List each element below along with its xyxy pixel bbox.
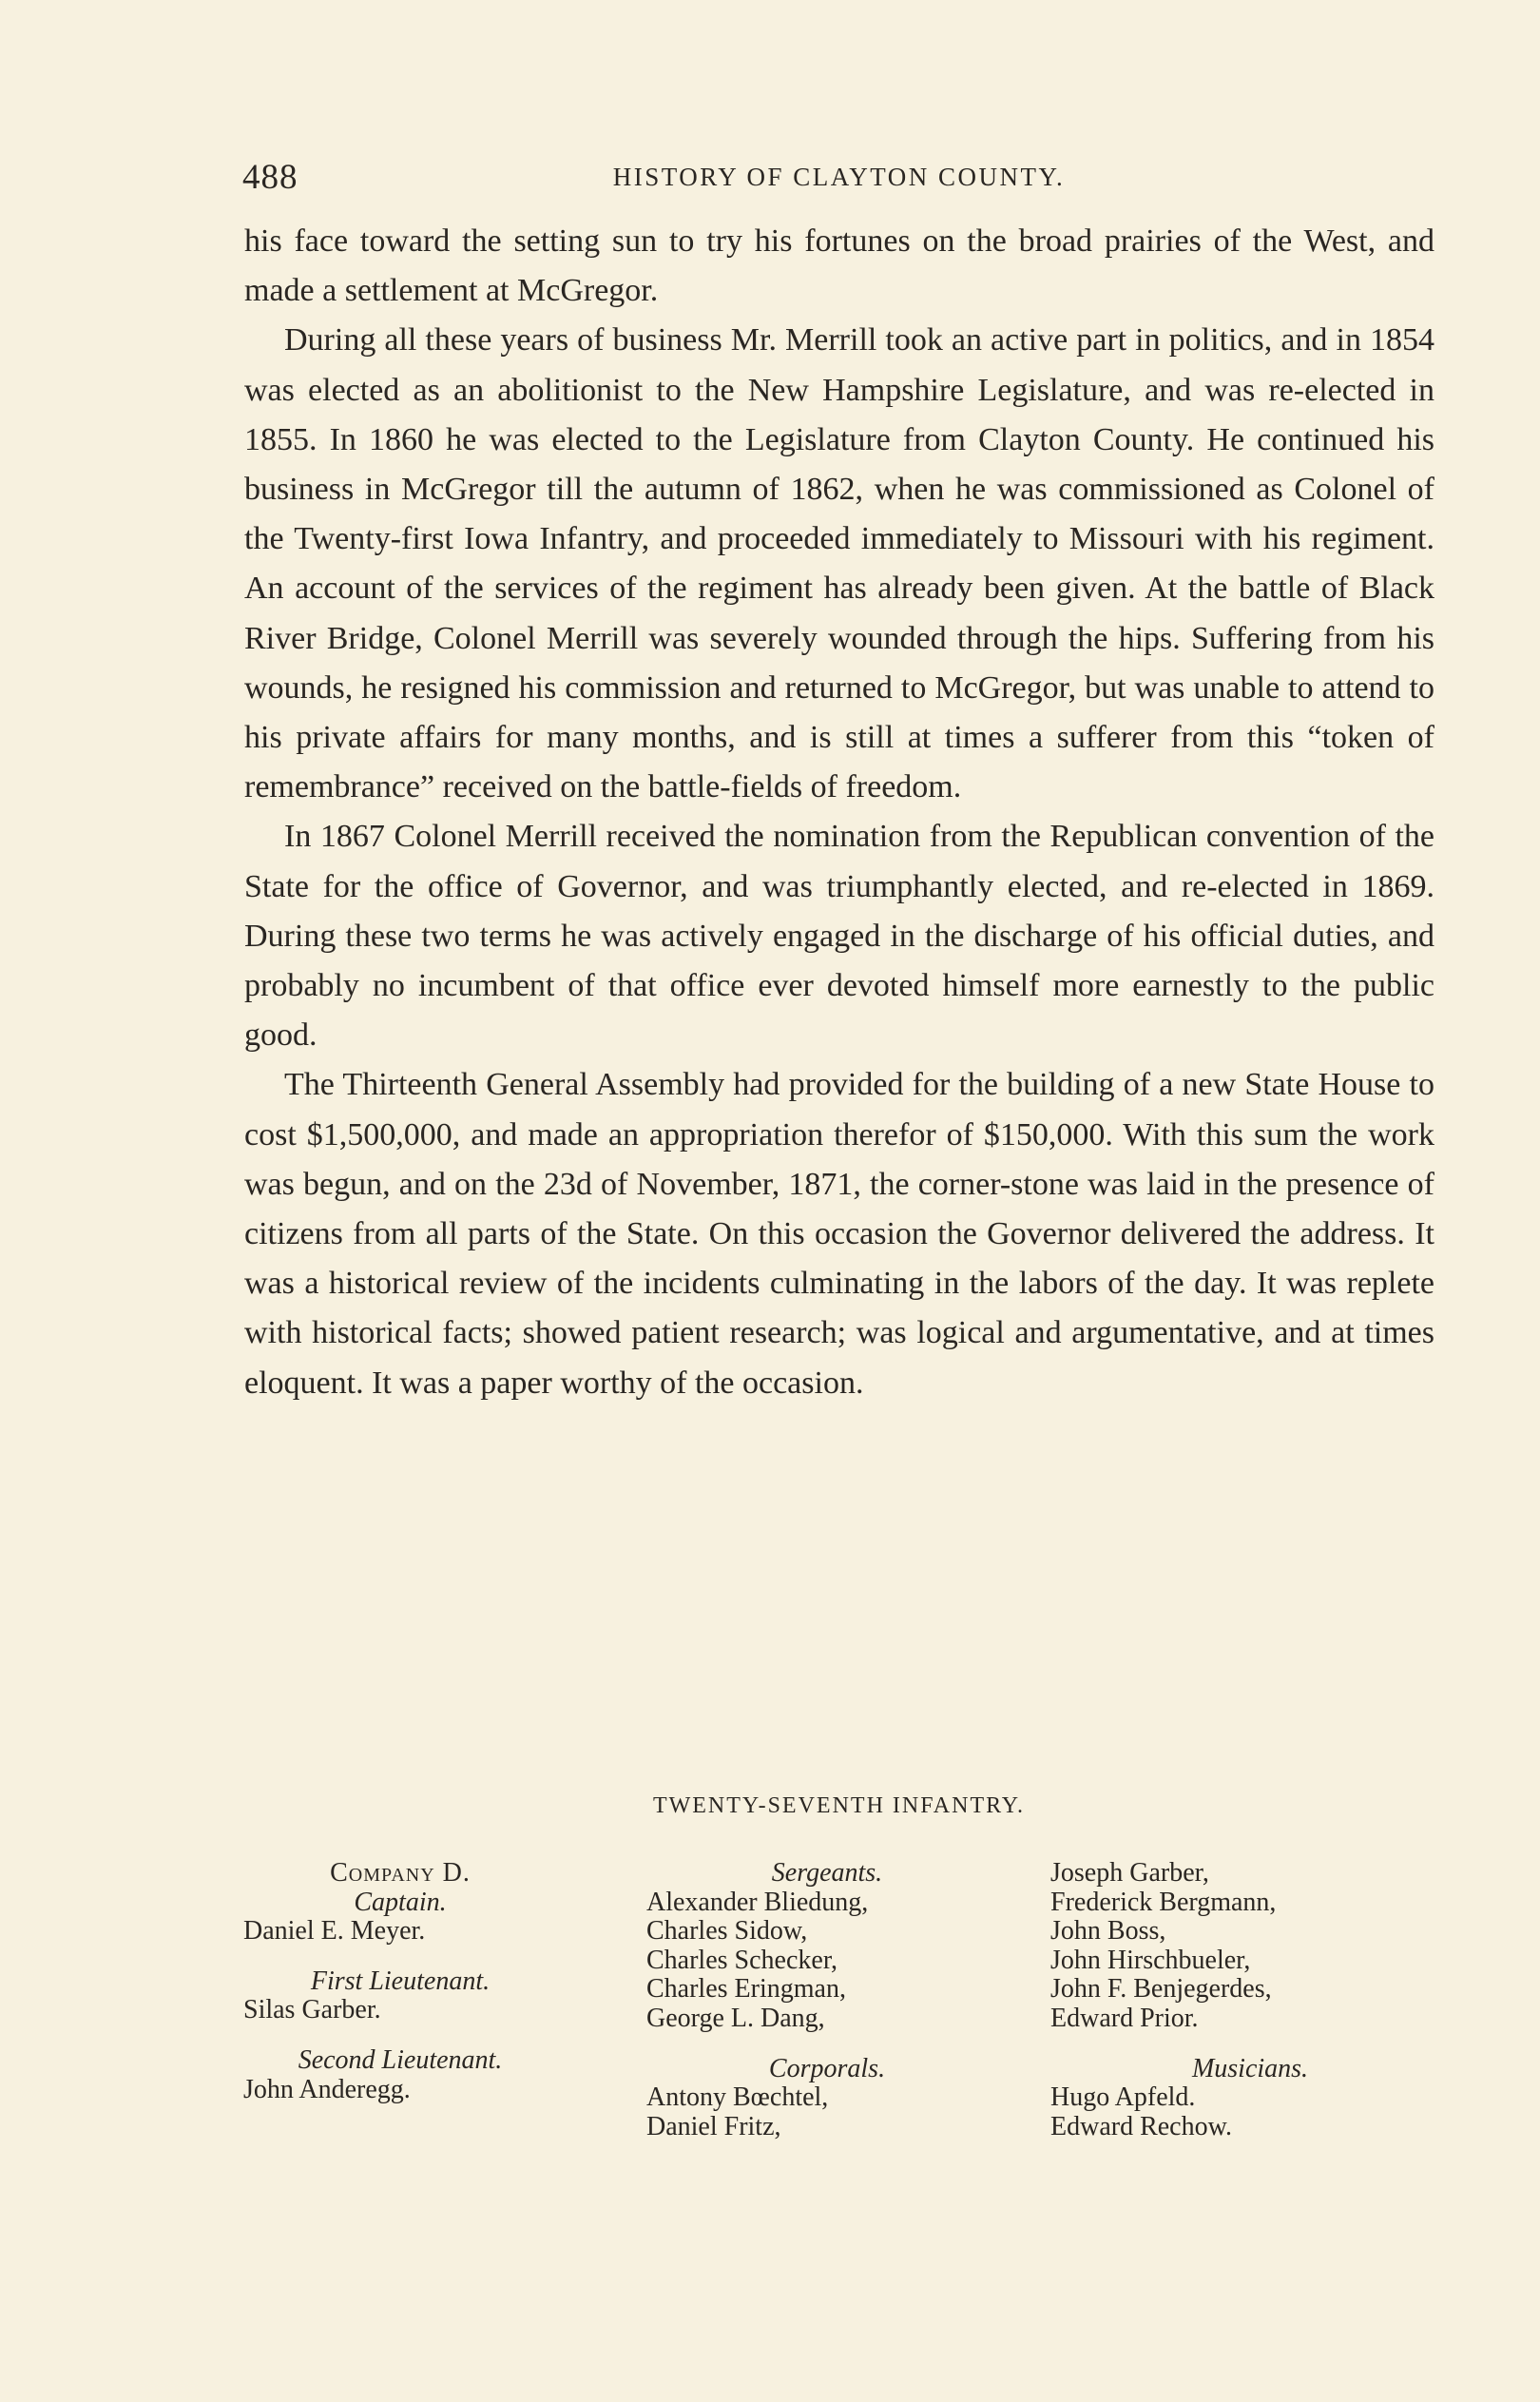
page-header	[242, 157, 1435, 204]
roster-privates-column	[1050, 1859, 1450, 2141]
private-name: John Hirschbueler,	[1050, 1945, 1251, 1975]
roster-nco-column	[646, 1859, 1008, 2141]
roster-officers-column	[243, 1859, 557, 2104]
officer-name: John Anderegg.	[243, 2074, 411, 2104]
paragraph: During all these years of business Mr. Merrill took an active part in politics, and in 1854 was elected as an abolitionist to the New Hampshire Legislature, and was re-elected in 1855. In 1860 he was elected to the Legislature from Clayton County. He continued his business in McGregor till the autumn of 1862, when he was commissioned as Colonel of the Twenty-first Iowa Infantry, and proceeded immediately to Missouri with his regiment. An account of the services of the regiment has already been given. At the battle of Black River Bridge, Colonel Merrill was severely wounded through the hips. Suffering from his wounds, he resigned his commission and returned to McGregor, but was unable to attend to his private affairs for many months, and is still at times a sufferer from this “token of remembrance” received on the battle-fields of freedom.	[244, 322, 1434, 805]
paragraph: The Thirteenth General Assembly had provided for the building of a new State House to cost $1,500,000, and made an appropriation therefor of $150,000. With this sum the work was begun, and on the 23d of November, 1871, the corner-stone was laid in the presence of citizens from all parts of the State. On this occasion the Governor delivered the address. It was a historical review of the incidents culminating in the labors of the day. It was replete with historical facts; showed patient research; was logical and argumentative, and at times eloquent. It was a paper worthy of the occasion.	[244, 1067, 1434, 1401]
private-name: John Boss,	[1050, 1916, 1166, 1947]
sergeant-name: Alexander Bliedung,	[646, 1887, 869, 1917]
running-title: HISTORY OF CLAYTON COUNTY.	[612, 163, 1066, 191]
rank-label-first-lieutenant: First Lieutenant.	[310, 1966, 491, 1996]
body-text	[244, 217, 1434, 1408]
rank-label-sergeants: Sergeants.	[771, 1858, 883, 1888]
officer-name: Daniel E. Meyer.	[243, 1916, 426, 1947]
rank-label-corporals: Corporals.	[768, 2053, 886, 2083]
rank-label-second-lieutenant: Second Lieutenant.	[298, 2044, 503, 2075]
private-name: Frederick Bergmann,	[1050, 1887, 1277, 1917]
paragraph: In 1867 Colonel Merrill received the nomination from the Republican convention of the State for the office of Governor, and was triumphantly elected, and re-elected in 1869. During these two terms he was actively engaged in the discharge of his official duties, and probably no incumbent of that office ever devoted himself more earnestly to the public good.	[244, 819, 1434, 1054]
musician-name: Edward Rechow.	[1050, 2111, 1233, 2141]
section-heading: TWENTY-SEVENTH INFANTRY.	[652, 1793, 1026, 1818]
rank-label-captain: Captain.	[354, 1887, 447, 1917]
private-name: Joseph Garber,	[1050, 1858, 1209, 1888]
company-name: Company D.	[330, 1858, 471, 1888]
officer-name: Silas Garber.	[243, 1995, 381, 2025]
private-name: John F. Benjegerdes,	[1050, 1974, 1272, 2005]
musician-name: Hugo Apfeld.	[1050, 2082, 1196, 2113]
corporal-name: Antony Bœchtel,	[646, 2082, 829, 2113]
page-number: 488	[242, 158, 298, 197]
corporal-name: Daniel Fritz,	[646, 2111, 781, 2141]
paragraph: his face toward the setting sun to try his fortunes on the broad prairies of the West, and made a settlement at McGregor.	[244, 223, 1434, 309]
rank-label-musicians: Musicians.	[1191, 2053, 1309, 2083]
sergeant-name: Charles Schecker,	[646, 1945, 838, 1975]
sergeant-name: Charles Eringman,	[646, 1974, 846, 2005]
sergeant-name: George L. Dang,	[646, 2003, 825, 2033]
private-name: Edward Prior.	[1050, 2003, 1199, 2033]
sergeant-name: Charles Sidow,	[646, 1916, 808, 1947]
